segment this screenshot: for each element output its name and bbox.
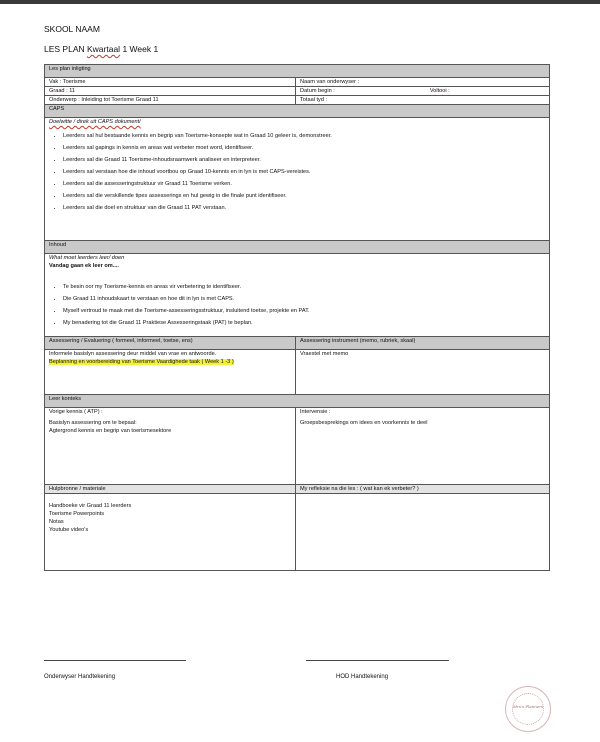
list-item: Toerisme Powerpoints bbox=[49, 511, 105, 517]
inhoud-list bbox=[63, 281, 545, 329]
bronne-cell bbox=[45, 494, 296, 571]
assess-left-header: Assessering / Evaluering ( formeel, informeel, toetse, ens) bbox=[45, 337, 296, 350]
hod-signature-line[interactable] bbox=[306, 660, 449, 661]
list-item: • Leerders sal hul bestaande kennis en begrip van Toerisme-konsepte wat in Graad 10 geleer is, demonstreer. bbox=[63, 130, 545, 142]
konteks-header: Leer konteks bbox=[45, 395, 550, 408]
info-header: Les plan inligting bbox=[45, 65, 550, 78]
planner-logo-text: Mrs's Planners bbox=[512, 704, 544, 709]
list-item: • My benadering tot die Graad 11 Praktiese Assesseringstaak (PAT) te beplan. bbox=[63, 317, 545, 329]
assess-highlight: Beplanning en voorbereiding van Toerisme Vaardighede taak ( Week 1 -3 ) bbox=[49, 359, 234, 365]
list-item: Notas bbox=[49, 519, 64, 525]
konteks-left-line: Agtergrond kennis en begrip van toerismesektore bbox=[49, 428, 172, 434]
caps-section bbox=[45, 118, 550, 241]
konteks-right-line: Groepsbesprekings om idees en voorkennis te deel bbox=[300, 420, 428, 426]
list-item: Youtube video's bbox=[49, 527, 89, 533]
inhoud-question: What moet leerders leer/ doen bbox=[49, 255, 125, 261]
hod-signature-label: HOD Handtekening bbox=[336, 674, 389, 680]
list-item: • Leerders sal verstaan hoe die inhoud voortbou op Graad 10-kennis en in lyn is met CAPS-vereistes. bbox=[63, 166, 545, 178]
konteks-left bbox=[45, 408, 296, 485]
caps-header: CAPS bbox=[45, 105, 550, 118]
graad-cell: Graad : 11 bbox=[45, 87, 296, 96]
list-item: • Te besin oor my Toerisme-kennis en areas vir verbetering te identifiseer. bbox=[63, 281, 545, 293]
bronne-header: Hulpbronne / materiale bbox=[45, 485, 296, 494]
assess-left bbox=[45, 350, 296, 395]
list-item: Handboeke vir Graad 11 leerders bbox=[49, 503, 132, 509]
list-item: • Myself vertroud te maak met die Toerisme-assesseringsstruktuur, insluitend toetse, projekte en PAT. bbox=[63, 305, 545, 317]
konteks-right bbox=[296, 408, 550, 485]
list-item: • Leerders sal gapings in kennis en areas wat verbeter moet word, identifiseer. bbox=[63, 142, 545, 154]
konteks-left-line: Vorige kennis ( ATP) : bbox=[49, 409, 103, 415]
konteks-left-line: Basislyn assessering om te bepaal: bbox=[49, 420, 137, 426]
assess-line-1: Informele basislyn assessering deur middel van vrae en antwoorde. bbox=[49, 351, 217, 357]
naam-cell: Naam van onderwyser : bbox=[296, 78, 550, 87]
teacher-signature-label: Onderwyser Handtekening bbox=[44, 674, 116, 680]
onderwerp-cell: Onderwerp : Inleiding tot Toerisme Graad 11 bbox=[45, 96, 296, 105]
lesson-plan-form bbox=[44, 64, 550, 571]
konteks-right-line: Intervensie : bbox=[300, 409, 331, 415]
assess-right-header: Assessering instrument (memo, rubriek, skaal) bbox=[296, 337, 550, 350]
totaal-cell: Totaal tyd : bbox=[296, 96, 550, 105]
teacher-signature-line[interactable] bbox=[44, 660, 186, 661]
planner-logo bbox=[505, 686, 551, 732]
datum-cell: Datum begin : Voltooi : bbox=[296, 87, 550, 96]
voltooi-label: Voltooi : bbox=[429, 88, 450, 94]
inhoud-header: Inhoud bbox=[45, 241, 550, 254]
top-bar bbox=[0, 0, 600, 4]
inhoud-intro: Vandag gaan ek leer om.... bbox=[49, 263, 119, 269]
list-item: • Die Graad 11 inhoudskaart te verstaan en hoe dit in lyn is met CAPS. bbox=[63, 293, 545, 305]
refleksie-header: My refleksie na die les : ( wat kan ek verbeter? ) bbox=[296, 485, 550, 494]
inhoud-section bbox=[45, 254, 550, 337]
assess-instrument: Vraestel met memo bbox=[300, 351, 349, 357]
school-name: SKOOL NAAM bbox=[44, 24, 100, 34]
list-item: • Leerders sal die doel en struktuur van die Graad 11 PAT verstaan. bbox=[63, 202, 545, 214]
list-item: • Leerders sal die verskillende tipes assesserings en hul gewig in die finale punt identifiseer. bbox=[63, 190, 545, 202]
caps-list bbox=[63, 130, 545, 214]
doelwitte-label: Doelwitte / direk uit CAPS dokument/ bbox=[49, 119, 141, 125]
list-item: • Leerders sal die Graad 11 Toerisme-inhoudsraamwerk analiseer en interpreteer. bbox=[63, 154, 545, 166]
assess-right bbox=[296, 350, 550, 395]
refleksie-cell[interactable] bbox=[296, 494, 550, 571]
list-item: • Leerders sal die assesseringstruktuur vir Graad 11 Toerisme verken. bbox=[63, 178, 545, 190]
vak-cell: Vak : Toerisme bbox=[45, 78, 296, 87]
lesson-plan-title: LES PLAN Kwartaal 1 Week 1 bbox=[44, 44, 159, 54]
